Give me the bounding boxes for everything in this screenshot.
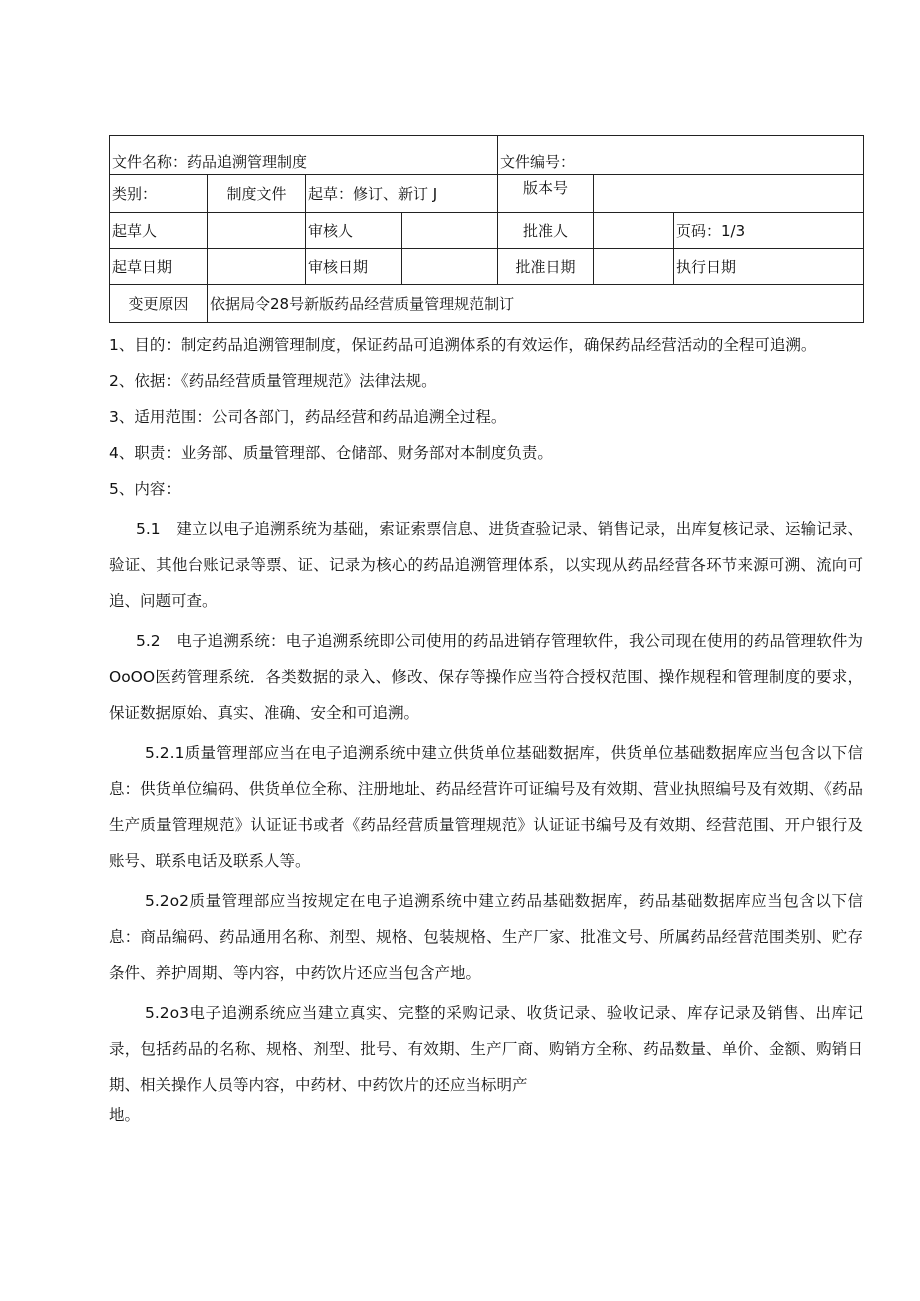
draft-date-label: 起草日期	[110, 249, 208, 285]
version-label: 版本号	[498, 175, 594, 213]
section-content-heading: 5、内容：	[109, 480, 181, 498]
section-duties: 4、职责：业务部、质量管理部、仓储部、财务部对本制度负责。	[109, 444, 553, 462]
document-header-table	[109, 135, 864, 323]
clause-5-2-1: 5.2.1质量管理部应当在电子追溯系统中建立供货单位基础数据库，供货单位基础数据库应当包含以下信息：供货单位编码、供货单位全称、注册地址、药品经营许可证编号及有效期、营业执照编号及有效期、《药品生产质量管理规范》认证证书或者《药品经营质量管理规范》认证证书编号及有效期、经营范围、开户银行及账号、联系电话及联系人等。	[109, 744, 863, 870]
exec-date-label: 执行日期	[674, 249, 864, 285]
section-purpose: 1、目的：制定药品追溯管理制度，保证药品可追溯体系的有效运作，确保药品经营活动的全程可追溯。	[109, 336, 817, 354]
clause-5-2-2: 5.2o2质量管理部应当按规定在电子追溯系统中建立药品基础数据库，药品基础数据库应当包含以下信息：商品编码、药品通用名称、剂型、规格、包装规格、生产厂家、批准文号、所属药品经营范围类别、贮存条件、养护周期、等内容，中药饮片还应当包含产地。	[109, 892, 863, 982]
category-label: 类别：	[110, 175, 208, 213]
header-row-2	[110, 175, 864, 213]
change-reason-value: 依据局令28号新版药品经营质量管理规范制订	[208, 285, 864, 323]
approve-date-label: 批准日期	[498, 249, 594, 285]
reviewer-label: 审核人	[306, 213, 402, 249]
draft-type-cell: 起草：修订、新订 J	[306, 175, 498, 213]
drafter-label: 起草人	[110, 213, 208, 249]
reviewer-value	[402, 213, 498, 249]
category-value: 制度文件	[208, 175, 306, 213]
header-row-1	[110, 136, 864, 175]
version-value	[594, 175, 864, 213]
header-row-4	[110, 249, 864, 285]
header-row-5	[110, 285, 864, 323]
clause-5-1: 5.1 建立以电子追溯系统为基础，索证索票信息、进货查验记录、销售记录，出库复核记录、运输记录、验证、其他台账记录等票、证、记录为核心的药品追溯管理体系，以实现从药品经营各环节来源可溯、流向可追、问题可查。	[109, 520, 863, 610]
header-row-3	[110, 213, 864, 249]
doc-no-cell: 文件编号：	[498, 136, 864, 175]
clause-5-2: 5.2 电子追溯系统：电子追溯系统即公司使用的药品进销存管理软件，我公司现在使用的药品管理软件为OoOO医药管理系统．各类数据的录入、修改、保存等操作应当符合授权范围、操作规程和管理制度的要求，保证数据原始、真实、准确、安全和可追溯。	[109, 632, 863, 722]
section-basis: 2、依据：《药品经营质量管理规范》法律法规。	[109, 372, 437, 390]
approver-value	[594, 213, 674, 249]
clause-5-2-3-tail: 地。	[109, 1106, 141, 1124]
change-reason-label: 变更原因	[110, 285, 208, 323]
doc-name-cell: 文件名称：药品追溯管理制度	[110, 136, 498, 175]
review-date-value	[402, 249, 498, 285]
approver-label: 批准人	[498, 213, 594, 249]
drafter-value	[208, 213, 306, 249]
draft-date-value	[208, 249, 306, 285]
review-date-label: 审核日期	[306, 249, 402, 285]
approve-date-value	[594, 249, 674, 285]
page-number: 页码：1/3	[674, 213, 864, 249]
document-body	[109, 327, 863, 1127]
clause-5-2-3: 5.2o3电子追溯系统应当建立真实、完整的采购记录、收货记录、验收记录、库存记录及销售、出库记录，包括药品的名称、规格、剂型、批号、有效期、生产厂商、购销方全称、药品数量、单价、金额、购销日期、相关操作人员等内容，中药材、中药饮片的还应当标明产	[109, 1004, 863, 1094]
section-scope: 3、适用范围：公司各部门，药品经营和药品追溯全过程。	[109, 408, 507, 426]
